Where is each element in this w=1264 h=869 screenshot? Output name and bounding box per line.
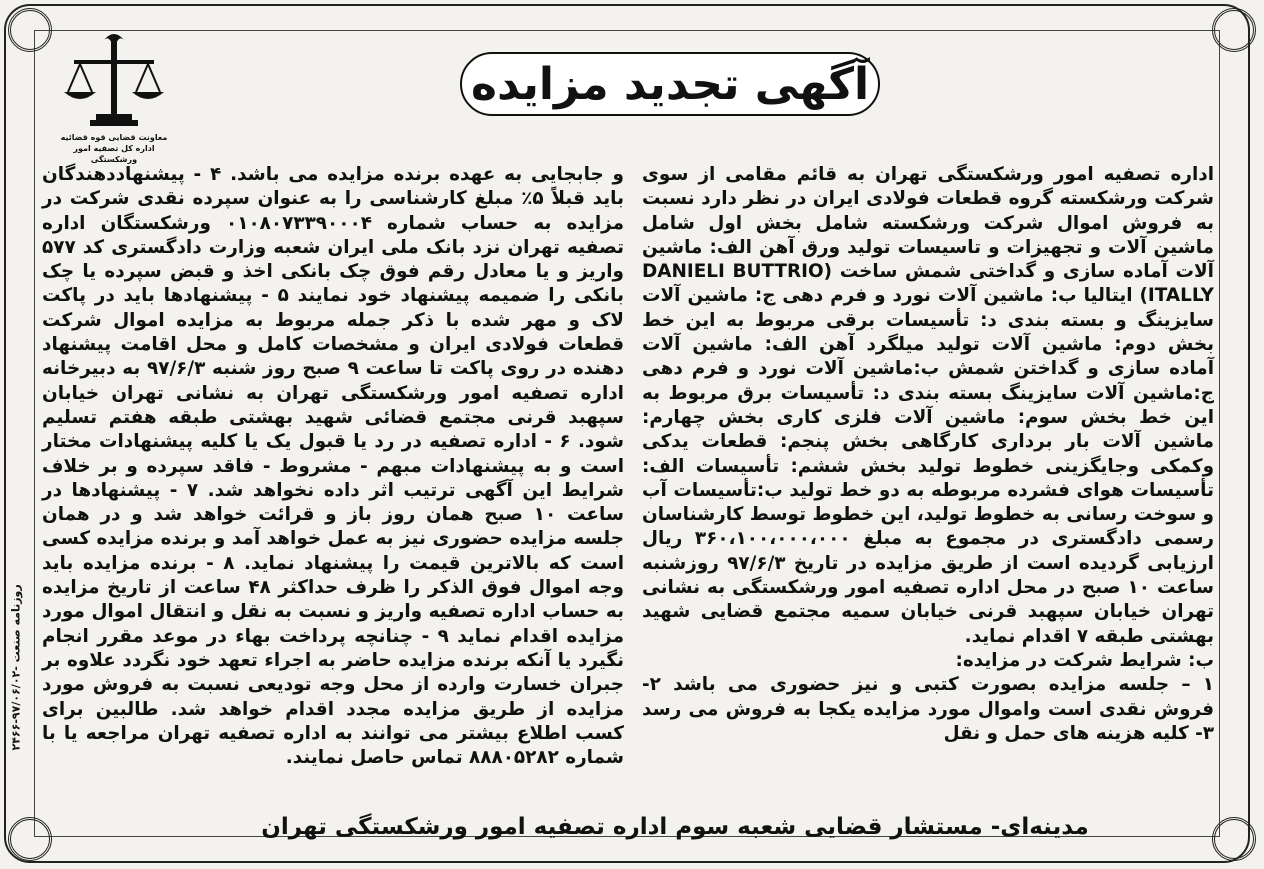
item-marker: ب:	[756, 479, 783, 501]
text-run: ماشین آلات سایزینگ بسته بندی	[889, 382, 1194, 404]
corner-ornament-bottom-left	[8, 817, 52, 861]
item-marker: ب:	[913, 358, 940, 380]
text-run: ماشین آلات تولید میلگرد آهن	[807, 334, 1115, 356]
text-run: تأسیسات	[684, 455, 791, 477]
signature-footer: مدینه‌ای- مستشار قضایی شعبه سوم اداره تصفیه امور ورشکستگی تهران	[261, 814, 1089, 840]
scales-of-justice-icon	[60, 30, 168, 130]
left-column	[42, 163, 624, 770]
section-marker: بخش چهارم:	[642, 406, 765, 428]
text-run: ماشین آلات فلزی کاری	[764, 406, 1018, 428]
item-marker: ج:	[1193, 382, 1214, 404]
item-marker: الف:	[642, 455, 685, 477]
text-run: ماشین آلات بار برداری کارگاهی	[888, 431, 1214, 453]
emblem-caption-line1: معاونت قضایی قوه قضائیه	[60, 133, 168, 142]
text-run: تأسیسات آب و سوخت رسانی به خطوط تولید، این خطوط توسط کارشناسان رسمی دادگستری در مجموع به مبلغ ۳۶۰،۱۰۰،۰۰۰،۰۰۰ ریال ارزیابی گردیده است از طریق مزایده در تاریخ ۹۷/۶/۳ روزشنبه ساعت ۱۰ صبح در محل اداره تصفیه امور ورشکستگی به نشانی تهران خیابان سپهبد قرنی خیابان سمیه مجتمع قضایی شهید بهشتی طبقه ۷ اقدام نماید.	[642, 479, 1214, 647]
text-run: ماشین آلات نورد و فرم دهی	[775, 285, 1051, 307]
conditions-paragraph: ۱ – جلسه مزایده بصورت کتبی و نیز حضوری می باشد ۲- فروش نقدی است واموال مورد مزایده یکجا به فروش می رسد ۳- کلیه هزینه های حمل و نقل	[642, 674, 1214, 744]
corner-ornament-bottom-right	[1212, 817, 1256, 861]
right-column	[642, 163, 1214, 746]
text-run: به قائم مقامی از سوی شرکت ورشکسته گروه قطعات فولادی ایران در نظر دارد نسبت به فروش اموال شرکت ورشکسته شامل بخش اول شامل ماشین آلات و تجهیزات و تاسیسات تولید ورق آهن	[642, 164, 1214, 258]
item-marker: د:	[980, 309, 997, 331]
section-marker: بخش سوم:	[1017, 406, 1127, 428]
item-marker: ج:	[754, 285, 776, 307]
emblem-caption-line2: اداره کل تصفیه امور ورشکستگی	[73, 144, 155, 164]
section-marker: بخش پنجم:	[780, 431, 889, 453]
text-run: تأسیسات برق مربوط به این خط	[642, 382, 1214, 428]
text-run: ماشین آلات سایزینگ و بسته بندی	[642, 285, 1214, 331]
text-run: تأسیسات برقی مربوط به این خط	[642, 309, 981, 331]
conditions-continued-paragraph: و جابجایی به عهده برنده مزایده می باشد. ۴ - پیشنهاددهندگان باید قبلاً ۵٪ مبلغ کارشناسی را به عنوان سپرده نقدی شرکت در مزایده به حساب شماره ۰۱۰۸۰۷۳۳۹۰۰۰۴ ورشکستگان اداره تصفیه تهران نزد بانک ملی ایران شعبه وزارت دادگستری کد ۵۷۷ واریز و یا معادل رقم فوق چک بانکی اخذ و قبض سپرده یا چک بانکی را ضمیمه پیشنهاد خود نمایند ۵ - پیشنهادها باید در پاکت لاک و مهر شده با ذکر جمله مربوط به مزایده اموال شرکت قطعات فولادی ایران و مشخصات کامل و محل اقامت پیشنهاد دهنده در روی پاکت تا ساعت ۹ صبح روز شنبه ۹۷/۶/۳ به دبیرخانه اداره تصفیه امور ورشکستگی تهران به نشانی تهران خیابان سپهبد قرنی مجتمع قضائی شهید بهشتی طبقه هفتم تسلیم شود. ۶ - اداره تصفیه در رد یا قبول یک یا کلیه پیشنهادات مختار است و به پیشنهادات مبهم - مشروط - فاقد سپرده و بر خلاف شرایط این آگهی ترتیب اثر داده نخواهد شد. ۷ - پیشنهادها در ساعت ۱۰ صبح همان روز باز و قرائت خواهد شد و در همان جلسه مزایده حضوری نیز به عمل خواهد آمد و برنده مزایده کسی است که بالاترین قیمت را پیشنهاد نماید. ۸ - برنده مزایده باید وجه اموال فوق الذکر را ظرف حداکثر ۴۸ ساعت از تاریخ مزایده به حساب اداره تصفیه واریز و نسبت به نقل و انتقال اموال مورد مزایده اقدام نماید ۹ - چنانچه پرداخت بهاء در موعد مقرر انجام نگیرد یا آنکه برنده مزایده حاضر به اجراء تعهد خود نگردد علاوه بر جبران خسارت وارده از محل وجه تودیعی نسبت به فروش مورد مزایده از طریق مزایده مجدد اقدام خواهد شد. طالبین برای کسب اطلاع بیشتر می توانند به اداره تصفیه تهران مراجعه یا با شماره ۸۸۸۰۵۲۸۲ تماس حاصل نمایند.	[42, 164, 624, 769]
text-run: ماشین آلات آماده سازی و گداختن شمش	[642, 334, 1214, 380]
page-title: آگهی تجدید مزایده	[470, 58, 870, 110]
text-run: قطعات یدکی وکمکی وجایگزینی خطوط تولید	[642, 431, 1214, 477]
item-marker: ب:	[1050, 285, 1077, 307]
title-banner	[460, 52, 880, 116]
item-marker: الف:	[709, 236, 752, 258]
corner-ornament-top-right	[1212, 8, 1256, 52]
newspaper-side-label: روزنامه صنعت -۹۷/۰۶/۰۲-۲۴۶۶	[9, 584, 23, 751]
item-marker: د:	[872, 382, 890, 404]
text-run: ماشین آلات نورد و فرم دهی	[642, 358, 914, 380]
corner-ornament-top-left	[8, 8, 52, 52]
section-marker: بخش دوم:	[1114, 334, 1215, 356]
emblem-caption	[56, 132, 172, 165]
text-run: ماشین آلات آماده سازی و گداختی شمش ساخت (DANIELI BUTTRIO ITALLY) ایتالیا	[642, 236, 1214, 307]
item-marker: الف:	[764, 334, 808, 356]
section-marker: بخش ششم:	[790, 455, 907, 477]
text-run: تأسیسات هوای فشرده مربوطه به دو خط تولید	[782, 479, 1214, 501]
judiciary-emblem	[56, 30, 172, 164]
announcement-lead: اداره تصفیه امور ورشکستگی تهران	[875, 164, 1214, 185]
conditions-heading: ب: شرایط شرکت در مزایده:	[955, 649, 1214, 671]
announcement-paragraph	[642, 163, 1214, 649]
